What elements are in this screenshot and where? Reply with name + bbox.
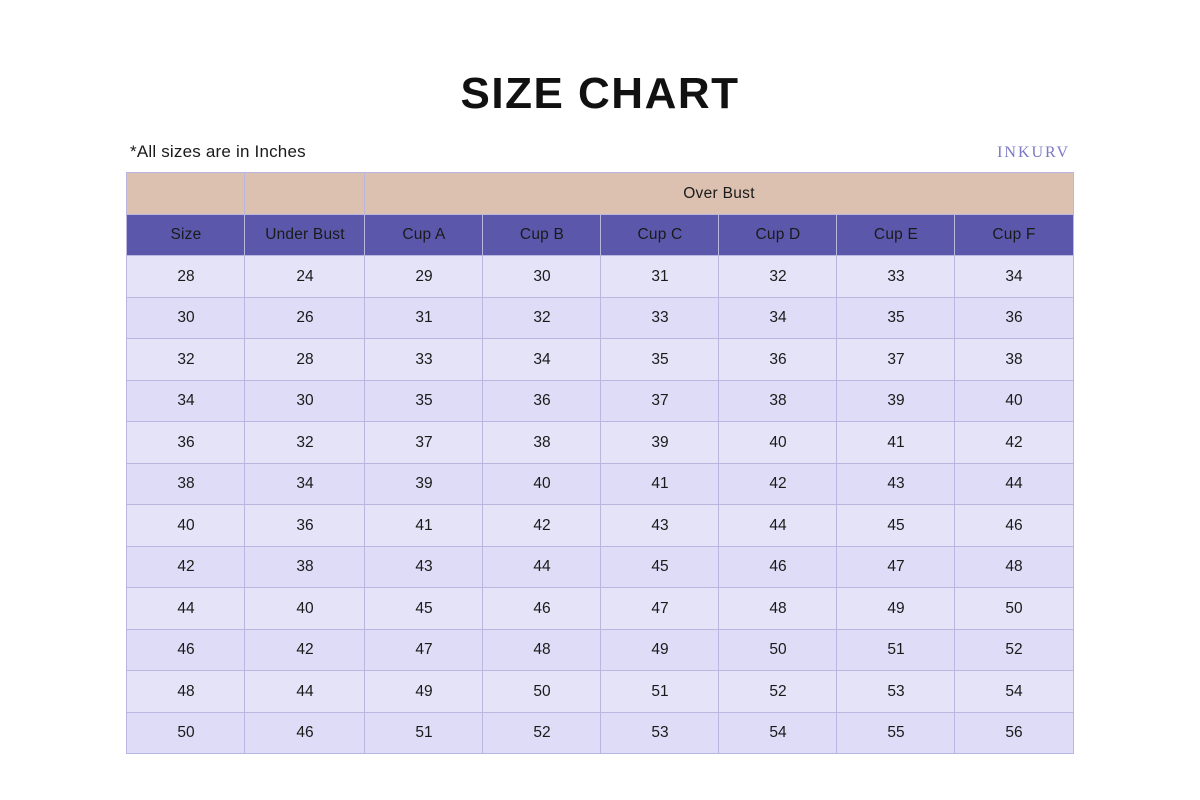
page-title: SIZE CHART [460, 69, 740, 118]
cell-cup-e: 35 [837, 297, 955, 339]
cell-size: 42 [127, 546, 245, 588]
cell-cup-f: 56 [955, 712, 1073, 754]
cell-cup-f: 44 [955, 463, 1073, 505]
size-chart-table [126, 172, 1073, 754]
cell-under-bust: 38 [245, 546, 365, 588]
column-header-cup-e: Cup E [837, 214, 955, 256]
band-empty-cell-1 [127, 173, 245, 215]
cell-cup-f: 42 [955, 422, 1073, 464]
subheader-row [128, 142, 1072, 162]
table-row [127, 671, 1073, 713]
cell-cup-a: 45 [365, 588, 483, 630]
cell-under-bust: 44 [245, 671, 365, 713]
cell-size: 40 [127, 505, 245, 547]
cell-under-bust: 32 [245, 422, 365, 464]
table-row [127, 588, 1073, 630]
cell-size: 28 [127, 256, 245, 298]
cell-cup-c: 41 [601, 463, 719, 505]
cell-cup-a: 29 [365, 256, 483, 298]
cell-size: 32 [127, 339, 245, 381]
cell-cup-e: 39 [837, 380, 955, 422]
cell-under-bust: 40 [245, 588, 365, 630]
cell-cup-e: 49 [837, 588, 955, 630]
cell-cup-b: 46 [483, 588, 601, 630]
cell-cup-f: 36 [955, 297, 1073, 339]
table-row [127, 297, 1073, 339]
cell-cup-a: 39 [365, 463, 483, 505]
cell-cup-e: 55 [837, 712, 955, 754]
table-band-row [127, 173, 1073, 215]
cell-cup-f: 52 [955, 629, 1073, 671]
cell-cup-d: 34 [719, 297, 837, 339]
cell-under-bust: 26 [245, 297, 365, 339]
cell-cup-a: 49 [365, 671, 483, 713]
table-row [127, 339, 1073, 381]
table-row [127, 505, 1073, 547]
cell-cup-e: 53 [837, 671, 955, 713]
table-row [127, 712, 1073, 754]
cell-cup-d: 44 [719, 505, 837, 547]
cell-cup-a: 31 [365, 297, 483, 339]
column-header-cup-c: Cup C [601, 214, 719, 256]
cell-cup-d: 32 [719, 256, 837, 298]
cell-cup-a: 33 [365, 339, 483, 381]
cell-cup-b: 40 [483, 463, 601, 505]
table-row [127, 256, 1073, 298]
cell-cup-b: 48 [483, 629, 601, 671]
cell-cup-f: 46 [955, 505, 1073, 547]
cell-cup-d: 40 [719, 422, 837, 464]
cell-cup-e: 51 [837, 629, 955, 671]
cell-cup-c: 43 [601, 505, 719, 547]
cell-size: 36 [127, 422, 245, 464]
cell-cup-b: 50 [483, 671, 601, 713]
band-empty-cell-2 [245, 173, 365, 215]
column-header-under-bust: Under Bust [245, 214, 365, 256]
cell-under-bust: 24 [245, 256, 365, 298]
cell-cup-c: 49 [601, 629, 719, 671]
cell-size: 46 [127, 629, 245, 671]
cell-cup-f: 40 [955, 380, 1073, 422]
cell-size: 48 [127, 671, 245, 713]
cell-cup-a: 37 [365, 422, 483, 464]
cell-cup-e: 45 [837, 505, 955, 547]
table-body [127, 256, 1073, 754]
cell-cup-b: 44 [483, 546, 601, 588]
cell-cup-d: 52 [719, 671, 837, 713]
cell-cup-e: 33 [837, 256, 955, 298]
cell-cup-c: 51 [601, 671, 719, 713]
cell-cup-a: 51 [365, 712, 483, 754]
cell-cup-d: 46 [719, 546, 837, 588]
cell-cup-b: 32 [483, 297, 601, 339]
cell-cup-c: 35 [601, 339, 719, 381]
cell-under-bust: 34 [245, 463, 365, 505]
cell-cup-b: 34 [483, 339, 601, 381]
table-head [127, 173, 1073, 256]
cell-size: 44 [127, 588, 245, 630]
cell-cup-e: 43 [837, 463, 955, 505]
cell-cup-f: 54 [955, 671, 1073, 713]
cell-cup-e: 47 [837, 546, 955, 588]
cell-cup-e: 37 [837, 339, 955, 381]
cell-cup-b: 42 [483, 505, 601, 547]
band-over-bust: Over Bust [365, 173, 1073, 215]
cell-cup-c: 45 [601, 546, 719, 588]
cell-cup-b: 52 [483, 712, 601, 754]
cell-cup-c: 39 [601, 422, 719, 464]
cell-cup-d: 42 [719, 463, 837, 505]
cell-cup-f: 38 [955, 339, 1073, 381]
table-row [127, 380, 1073, 422]
table-row [127, 546, 1073, 588]
cell-cup-c: 47 [601, 588, 719, 630]
cell-size: 38 [127, 463, 245, 505]
cell-cup-a: 43 [365, 546, 483, 588]
cell-cup-e: 41 [837, 422, 955, 464]
table-row [127, 422, 1073, 464]
cell-under-bust: 28 [245, 339, 365, 381]
table-row [127, 629, 1073, 671]
cell-under-bust: 36 [245, 505, 365, 547]
cell-size: 34 [127, 380, 245, 422]
cell-under-bust: 30 [245, 380, 365, 422]
cell-cup-d: 36 [719, 339, 837, 381]
cell-cup-a: 47 [365, 629, 483, 671]
cell-cup-b: 36 [483, 380, 601, 422]
cell-cup-c: 31 [601, 256, 719, 298]
units-note: *All sizes are in Inches [130, 142, 306, 162]
column-header-cup-a: Cup A [365, 214, 483, 256]
cell-cup-b: 38 [483, 422, 601, 464]
column-header-cup-d: Cup D [719, 214, 837, 256]
cell-cup-c: 53 [601, 712, 719, 754]
cell-under-bust: 42 [245, 629, 365, 671]
cell-cup-c: 33 [601, 297, 719, 339]
cell-cup-a: 41 [365, 505, 483, 547]
cell-size: 30 [127, 297, 245, 339]
cell-cup-d: 50 [719, 629, 837, 671]
cell-cup-b: 30 [483, 256, 601, 298]
cell-cup-d: 38 [719, 380, 837, 422]
column-header-size: Size [127, 214, 245, 256]
cell-cup-d: 48 [719, 588, 837, 630]
cell-cup-f: 48 [955, 546, 1073, 588]
cell-size: 50 [127, 712, 245, 754]
cell-cup-c: 37 [601, 380, 719, 422]
cell-cup-a: 35 [365, 380, 483, 422]
cell-cup-f: 34 [955, 256, 1073, 298]
table-row [127, 463, 1073, 505]
column-header-cup-b: Cup B [483, 214, 601, 256]
cell-under-bust: 46 [245, 712, 365, 754]
cell-cup-f: 50 [955, 588, 1073, 630]
cell-cup-d: 54 [719, 712, 837, 754]
table-header-row [127, 214, 1073, 256]
brand-logo: INKURV [997, 144, 1070, 162]
column-header-cup-f: Cup F [955, 214, 1073, 256]
